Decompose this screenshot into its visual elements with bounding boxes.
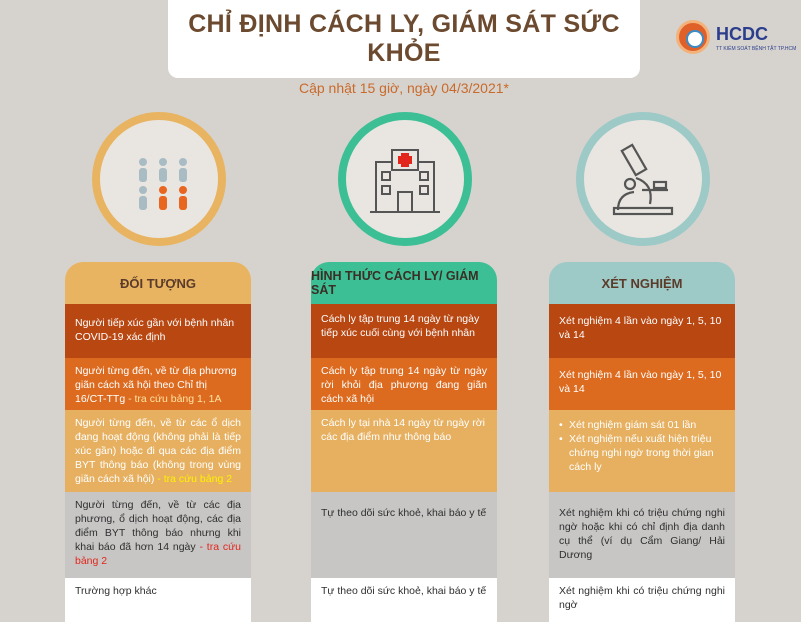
column-isolation	[311, 262, 497, 622]
column-header-subjects: ĐỐI TƯỢNG	[65, 262, 251, 304]
logo-emblem-icon	[676, 20, 710, 54]
list-item: • Xét nghiệm nếu xuất hiện triệu chứng nghi ngờ trong thời gian cách ly	[559, 432, 725, 474]
table-cell: Người từng đến, về từ các địa phương, ổ dịch hoạt động, các địa điểm BYT thông báo nhưng khi khai báo đã hơn 14 ngày - tra cứu bảng 2	[65, 492, 251, 578]
table-cell: Cách ly tại nhà 14 ngày từ ngày rời các địa điểm như thông báo	[311, 410, 497, 492]
column-subjects	[65, 262, 251, 622]
column-testing	[549, 262, 735, 622]
column-header-isolation: HÌNH THỨC CÁCH LY/ GIÁM SÁT	[311, 262, 497, 304]
table-cell: Cách ly tập trung 14 ngày từ ngày rời khỏi địa phương đang giãn cách xã hội	[311, 358, 497, 410]
microscope-icon	[576, 112, 710, 246]
update-time: Cập nhật 15 giờ, ngày 04/3/2021*	[298, 80, 509, 96]
bullet-list	[559, 418, 725, 474]
lookup-link[interactable]: - tra cứu bảng 2	[75, 541, 242, 567]
table-cell: Xét nghiệm khi có triệu chứng nghi ngờ	[549, 578, 735, 622]
table-cell: Xét nghiệm khi có triệu chứng nghi ngờ hoặc khi có chỉ định địa danh cụ thể (ví dụ Cẩm Giang/ Hải Dương	[549, 492, 735, 578]
hospital-icon	[338, 112, 472, 246]
logo-tagline: TT KIỂM SOÁT BỆNH TẬT TP.HCM	[716, 46, 797, 52]
table-cell: Trường hợp khác	[65, 578, 251, 622]
lookup-link[interactable]: - tra cứu bảng 2	[154, 473, 233, 485]
table-cell: Người từng đến, về từ địa phương giãn cách xã hội theo Chỉ thị 16/CT-TTg - tra cứu bảng 1, 1A	[65, 358, 251, 410]
page-title: CHỈ ĐỊNH CÁCH LY, GIÁM SÁT SỨC KHỎE	[188, 10, 620, 67]
title-card	[168, 0, 640, 96]
table-cell	[549, 410, 735, 492]
table-cell: Xét nghiệm 4 lần vào ngày 1, 5, 10 và 14	[549, 304, 735, 358]
logo-name: HCDC	[716, 24, 768, 44]
lookup-link[interactable]: - tra cứu bảng 1, 1A	[125, 393, 222, 405]
hcdc-logo	[676, 20, 797, 60]
table-cell: Xét nghiệm 4 lần vào ngày 1, 5, 10 và 14	[549, 358, 735, 410]
table-cell: Người tiếp xúc gần với bệnh nhân COVID-19 xác định	[65, 304, 251, 358]
list-item: • Xét nghiệm giám sát 01 lần	[559, 418, 725, 432]
table-cell: Người từng đến, về từ các ổ dịch đang hoạt động (không phải là tiếp xúc gần) hoặc đi qua các địa điểm BYT thông báo (không trong vùng giãn cách xã hội) - tra cứu bảng 2	[65, 410, 251, 492]
people-icon	[92, 112, 226, 246]
table-cell: Tự theo dõi sức khoẻ, khai báo y tế	[311, 578, 497, 622]
table-cell: Tự theo dõi sức khoẻ, khai báo y tế	[311, 492, 497, 578]
table-cell: Cách ly tập trung 14 ngày từ ngày tiếp xúc cuối cùng với bệnh nhân	[311, 304, 497, 358]
column-header-testing: XÉT NGHIỆM	[549, 262, 735, 304]
